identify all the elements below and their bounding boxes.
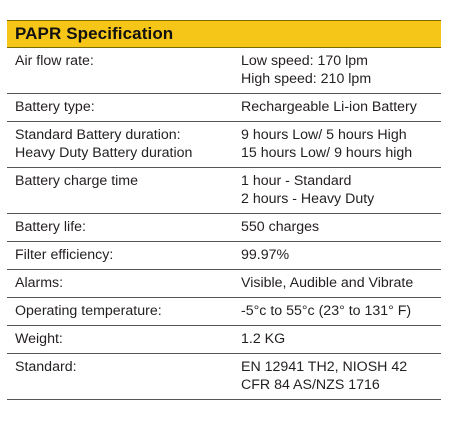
spec-value: EN 12941 TH2, NIOSH 42 CFR 84 AS/NZS 1716 xyxy=(233,354,441,400)
spec-value: 1 hour - Standard 2 hours - Heavy Duty xyxy=(233,168,441,214)
spec-value: -5°c to 55°c (23° to 131° F) xyxy=(233,298,441,326)
spec-value: Rechargeable Li-ion Battery xyxy=(233,94,441,122)
spec-header xyxy=(7,20,441,48)
spec-value: 1.2 KG xyxy=(233,326,441,354)
spec-label: Operating temperature: xyxy=(7,298,233,326)
spec-value: Low speed: 170 lpm High speed: 210 lpm xyxy=(233,48,441,94)
spec-label: Battery charge time xyxy=(7,168,233,214)
spec-label: Filter efficiency: xyxy=(7,242,233,270)
spec-row-filter-efficiency xyxy=(7,242,441,270)
spec-label: Battery life: xyxy=(7,214,233,242)
spec-label: Standard Battery duration: Heavy Duty Battery duration xyxy=(7,122,233,168)
spec-row-operating-temperature xyxy=(7,298,441,326)
spec-row-standard xyxy=(7,354,441,400)
spec-row-charge-time xyxy=(7,168,441,214)
spec-row-battery-duration xyxy=(7,122,441,168)
spec-value: Visible, Audible and Vibrate xyxy=(233,270,441,298)
spec-label: Weight: xyxy=(7,326,233,354)
spec-value: 9 hours Low/ 5 hours High 15 hours Low/ 9 hours high xyxy=(233,122,441,168)
spec-row-air-flow xyxy=(7,48,441,94)
spec-label: Air flow rate: xyxy=(7,48,233,94)
spec-card xyxy=(7,20,441,400)
spec-row-weight xyxy=(7,326,441,354)
spec-title: PAPR Specification xyxy=(15,24,174,43)
spec-table xyxy=(7,48,441,400)
spec-row-battery-life xyxy=(7,214,441,242)
spec-row-battery-type xyxy=(7,94,441,122)
spec-label: Battery type: xyxy=(7,94,233,122)
spec-label: Standard: xyxy=(7,354,233,400)
spec-value: 99.97% xyxy=(233,242,441,270)
spec-label: Alarms: xyxy=(7,270,233,298)
spec-row-alarms xyxy=(7,270,441,298)
spec-value: 550 charges xyxy=(233,214,441,242)
